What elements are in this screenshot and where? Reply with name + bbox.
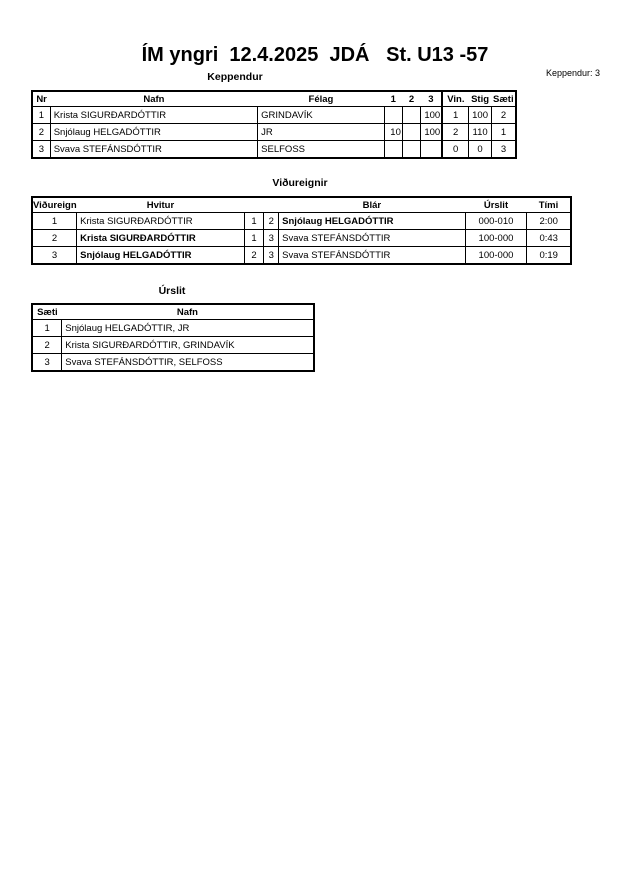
result-place: 3: [32, 354, 62, 372]
match-time: 2:00: [527, 213, 571, 230]
competitors-table: [31, 90, 517, 159]
col-wins: Vin.: [442, 91, 468, 107]
competitor-club: SELFOSS: [258, 141, 385, 159]
col-result: Úrslit: [483, 199, 509, 211]
white-fighter: Snjólaug HELGADÓTTIR: [77, 247, 245, 265]
results-header-row: [32, 304, 314, 320]
round-1-score: 10: [384, 124, 402, 141]
result-name: Snjólaug HELGADÓTTIR, JR: [62, 320, 314, 337]
results-section-title: Úrslit: [158, 285, 186, 297]
col-white: Hvitur: [146, 199, 175, 211]
col-blue: Blár: [362, 199, 382, 211]
competitor-club: JR: [258, 124, 385, 141]
competitor-place: 2: [492, 107, 516, 124]
blue-fighter: Svava STEFÁNSDÓTTIR: [279, 247, 465, 265]
round-2-score: [402, 141, 420, 159]
col-round-2: 2: [408, 93, 415, 105]
result-place: 2: [32, 337, 62, 354]
white-fighter-nr: 1: [244, 213, 264, 230]
result-name: Krista SIGURÐARDÓTTIR, GRINDAVÍK: [62, 337, 314, 354]
col-nr: Nr: [36, 93, 47, 105]
competitor-wins: 1: [442, 107, 468, 124]
competitor-nr: 1: [32, 107, 50, 124]
matches-header-row: [32, 197, 571, 213]
competitor-points: 0: [469, 141, 492, 159]
competitor-points: 110: [469, 124, 492, 141]
match-result: 000-010: [465, 213, 527, 230]
result-place: 1: [32, 320, 62, 337]
matches-table: [31, 196, 572, 265]
table-row: [32, 337, 314, 354]
blue-fighter-nr: 3: [264, 247, 279, 265]
competitor-wins: 0: [442, 141, 468, 159]
round-2-score: [402, 107, 420, 124]
matches-section-title: Viðureignir: [272, 177, 328, 189]
match-time: 0:43: [527, 230, 571, 247]
competitor-name: Snjólaug HELGADÓTTIR: [50, 124, 257, 141]
match-number: 2: [32, 230, 77, 247]
col-points: Stig: [471, 93, 490, 105]
blue-fighter: Snjólaug HELGADÓTTIR: [279, 213, 465, 230]
competitor-wins: 2: [442, 124, 468, 141]
competitors-header-row: [32, 91, 516, 107]
competitors-count: Keppendur: 3: [545, 68, 600, 78]
round-1-score: [384, 107, 402, 124]
col-time: Tími: [538, 199, 559, 211]
match-result: 100-000: [465, 247, 527, 265]
competitor-place: 1: [492, 124, 516, 141]
round-2-score: [402, 124, 420, 141]
table-row: [32, 320, 314, 337]
table-row: [32, 124, 516, 141]
table-row: [32, 213, 571, 230]
match-time: 0:19: [527, 247, 571, 265]
competitor-club: GRINDAVÍK: [258, 107, 385, 124]
table-row: [32, 354, 314, 372]
competitor-name: Krista SIGURÐARDÓTTIR: [50, 107, 257, 124]
col-round-3: 3: [428, 93, 434, 105]
col-round-1: 1: [390, 93, 396, 105]
white-fighter: Krista SIGURÐARDÓTTIR: [77, 230, 245, 247]
white-fighter-nr: 2: [244, 247, 264, 265]
competitor-place: 3: [492, 141, 516, 159]
table-row: [32, 230, 571, 247]
match-number: 1: [32, 213, 77, 230]
competitor-points: 100: [469, 107, 492, 124]
table-row: [32, 247, 571, 265]
round-3-score: 100: [421, 124, 443, 141]
result-name: Svava STEFÁNSDÓTTIR, SELFOSS: [62, 354, 314, 372]
col-club: Félag: [308, 93, 334, 105]
col-place: Sæti: [37, 306, 58, 318]
round-3-score: 100: [421, 107, 443, 124]
competitor-nr: 3: [32, 141, 50, 159]
results-table: [31, 303, 315, 372]
match-number: 3: [32, 247, 77, 265]
competitor-nr: 2: [32, 124, 50, 141]
blue-fighter: Svava STEFÁNSDÓTTIR: [279, 230, 465, 247]
round-1-score: [384, 141, 402, 159]
competitors-section-title: Keppendur: [207, 71, 263, 83]
col-match: Viðureign: [33, 199, 77, 211]
table-row: [32, 141, 516, 159]
round-3-score: [421, 141, 443, 159]
col-name: Nafn: [143, 93, 165, 105]
table-row: [32, 107, 516, 124]
blue-fighter-nr: 2: [264, 213, 279, 230]
blue-fighter-nr: 3: [264, 230, 279, 247]
competitor-name: Svava STEFÁNSDÓTTIR: [50, 141, 257, 159]
white-fighter-nr: 1: [244, 230, 264, 247]
match-result: 100-000: [465, 230, 527, 247]
white-fighter: Krista SIGURÐARDÓTTIR: [77, 213, 245, 230]
page-title: ÍM yngri 12.4.2025 JDÁ St. U13 -57: [141, 44, 489, 66]
col-name: Nafn: [176, 306, 198, 318]
col-place: Sæti: [493, 93, 514, 105]
